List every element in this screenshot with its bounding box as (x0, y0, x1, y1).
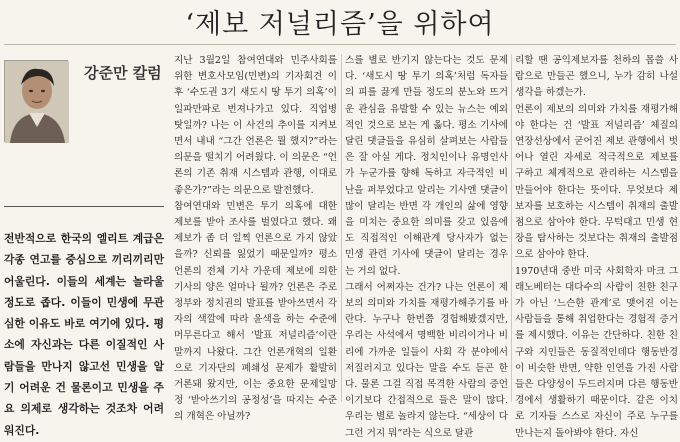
article-column-3 (515, 53, 678, 442)
article-paragraph: 1970년대 중반 미국 사회학자 마크 그래노베터는 대다수의 사람이 친한 친구가 아닌 ‘느슨한 관계’로 맺어진 이는 사람들을 통해 취업한다는 경험적 증거를 제시했다. 이유는 간단하다. 친한 친구와 지인들은 동질적인데다 행동반경이 비슷한 반면, 약한 인연을 가진 사람들은 다양성이 두드러지며 다른 행동반경에서 생활하기 때문이다. 같은 이치로 기자들 스스로 자신이 주로 누구를 만나는지 돌아봐야 한다. 자신 (515, 265, 678, 439)
article-paragraph: 스를 별로 반기지 않는다는 것도 문제다. ‘새도시 땅 투기 의혹’처럼 독자들의 피를 끓게 만들 정도의 분노와 뜨거운 관심을 유발할 수 있는 뉴스는 예외적인 것으로 보는 게 옳다. 평소 기사에 달린 댓글들을 유심히 살펴보는 사람들은 잘 아실 게다. 정치인이나 유명인사가 누군가를 향해 독하고 자극적인 비난을 퍼부었다고 알리는 기사엔 댓글이 많이 달리는 반면 각 개인의 삶에 영향을 미치는 중요한 의미를 갖고 있음에도 직접적인 이해관계 당사자가 없는 민생 관련 기사에 댓글이 달리는 경우는 거의 없다. (345, 55, 508, 277)
column-divider (511, 54, 512, 402)
headline-divider (4, 44, 676, 45)
article-paragraph: 참여연대와 민변은 투기 의혹에 대한 제보를 받아 조사를 벌였다고 했다. 왜 제보가 좀 더 일찍 언론으로 가지 않았을까? 신뢰를 잃었기 때문일까? 평소 언론의 전체 기사 가운데 제보에 의한 기사의 양은 얼마나 될까? 언론은 주로 정부와 정치권의 발표를 받아쓰면서 각자의 색깔에 따라 윤색을 하는 수준에 머무른다고 해서 ‘발표 저널리즘’이란 말까지 나왔다. 그간 언론개혁의 일환으로 기자단의 폐쇄성 문제가 활발히 거론돼 왔지만, 이는 중요한 문제일망정 ‘받아쓰기의 공정성’을 따지는 수준의 개혁은 아닐까? (174, 200, 337, 423)
sidebar-quote-rule-top (4, 206, 164, 207)
headline: ‘제보 저널리즘’을 위하여 (185, 9, 495, 40)
article-paragraph: 지난 3월2일 참여연대와 민주사회를 위한 변호사모임(민변)의 기자회견 이후 ‘수도권 3기 새도시 땅 투기 의혹’이 일파만파로 번져나가고 있다. 직업병 탓일까? 나는 이 사건의 추이를 지켜보면서 내내 “그간 언론은 뭘 했지?”라는 의문을 떨치기 어려웠다. 이 의문은 “언론의 기존 취재 시스템과 관행, 이대로 좋은가?”라는 의문으로 발전했다. (174, 55, 337, 196)
columnist-portrait-image (5, 61, 69, 143)
columnist-byline: 강준만 칼럼 (84, 64, 162, 82)
sidebar-pull-quote: 전반적으로 한국의 엘리트 계급은 각종 연고를 중심으로 끼리끼리만 어울린다. 이들의 세계는 놀라울 정도로 좁다. 이들이 민생에 무관심한 이유도 바로 여기에 있다. 평소에 자신과는 다른 이질적인 사람들을 만나지 않고선 민생을 알기 어려운 건 물론이고 민생을 주요 의제로 생각하는 것조차 어려워진다. (4, 232, 164, 437)
article-paragraph: 그래서 어쩌자는 건가? 나는 언론이 제보의 의미와 가치를 재평가해주기를 바란다. 누구나 한번쯤 경험해봤겠지만, 우리는 사석에서 명백한 비리이거나 비리에 가까운 일들이 사회 각 분야에서 저질러지고 있다는 말을 수도 듣곤 한다. 물론 그걸 직접 목격한 사람의 증언이기보다 간접적으로 들은 말이 많다. 우리는 별로 놀라지 않는다. “세상이 다 그런 거지 뭐”라는 식으로 달관 (345, 281, 508, 439)
article-paragraph: 언론이 제보의 의미와 가치를 재평가해야 한다는 건 ‘발표 저널리즘’ 체질의 연장선상에서 굳어진 제보 관행에서 벗어나 열린 자세로 적극적으로 제보를 구하고 체계적으로 관리하는 시스템을 만들어야 한다는 뜻이다. 무엇보다 제보자를 보호하는 시스템이 취재의 출발점으로 삼아야 한다. 무턱대고 민생 현장을 탐사하는 것보다는 취재의 출발점으로 삼아야 한다. (515, 103, 678, 261)
article-column-2 (345, 53, 508, 442)
article-paragraph: 리할 땐 공익제보자를 천하의 몹쓸 사람으로 만들곤 했으니, 누가 감히 나설 생각을 하겠는가. (515, 55, 678, 99)
article-column-1 (174, 53, 337, 426)
column-divider (341, 54, 342, 402)
columnist-photo (4, 60, 68, 142)
sidebar (0, 52, 170, 437)
